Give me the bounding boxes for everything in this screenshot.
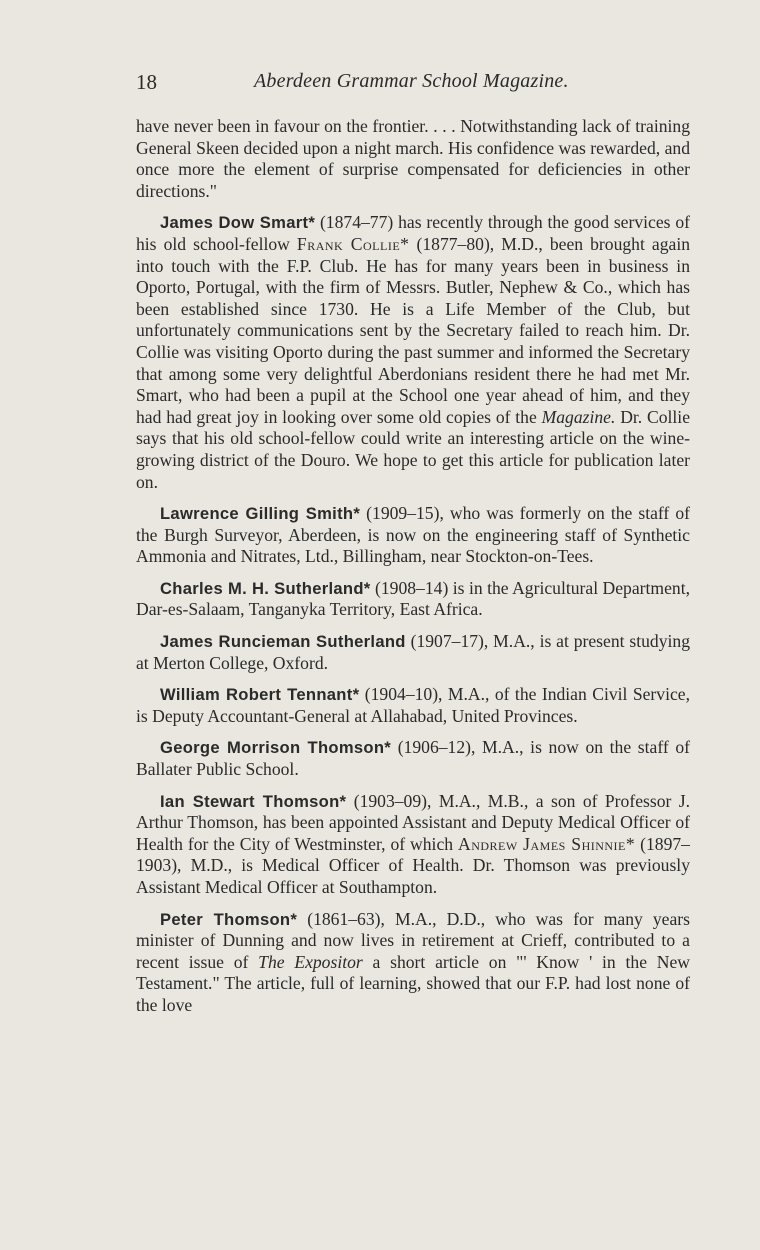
entry-text: (1904–10), M.A., of the Indian Civil Service, is Deputy Accountant-General at Allahabad, United Provinces. bbox=[136, 684, 690, 726]
person-name-smallcaps: Frank Collie* bbox=[296, 233, 410, 254]
paragraph-continuation bbox=[136, 116, 690, 202]
entry-text: (1906–12), M.A., is now on the staff of Ballater Public School. bbox=[136, 737, 691, 780]
entry-ian-stewart-thomson bbox=[136, 791, 690, 899]
running-title: Aberdeen Grammar School Magazine. bbox=[254, 70, 569, 92]
entry-william-robert-tennant bbox=[136, 684, 690, 727]
entry-text: (1897–1903), M.D., is Medical Officer of Health. Dr. Thomson was previously Assistant Medical Officer at Southampton. bbox=[136, 833, 690, 897]
entry-peter-thomson bbox=[136, 909, 690, 1017]
person-name: James Runcieman Sutherland bbox=[160, 632, 406, 652]
page-header bbox=[136, 70, 696, 100]
entry-text: a short article on "' Know ' in the New Testament." The article, full of learning, showed that our F.P. had lost none of the love bbox=[136, 951, 690, 1015]
entry-text: (1907–17), M.A., is at present studying at Merton College, Oxford. bbox=[136, 631, 690, 673]
entry-text: (1861–63), M.A., D.D., who was for many years minister of Dunning and now lives in retirement at Crieff, contributed to a recent issue of bbox=[136, 908, 690, 972]
entry-james-runcieman-sutherland bbox=[136, 631, 690, 674]
entry-george-morrison-thomson bbox=[136, 737, 690, 780]
publication-title: The Expositor bbox=[258, 951, 363, 972]
person-name: Charles M. H. Sutherland* bbox=[160, 578, 371, 598]
person-name-smallcaps: Andrew James Shinnie* bbox=[458, 833, 636, 854]
entry-charles-sutherland bbox=[136, 578, 690, 621]
entry-text: (1909–15), who was formerly on the staff of the Burgh Surveyor, Aberdeen, is now on the engineering staff of Synthetic Ammonia and Nitrates, Ltd., Billingham, near Stockton-on-Tees. bbox=[136, 503, 690, 567]
person-name: George Morrison Thomson* bbox=[160, 738, 392, 758]
entry-james-dow-smart bbox=[136, 212, 690, 493]
entry-lawrence-gilling-smith bbox=[136, 503, 690, 568]
person-name: William Robert Tennant* bbox=[160, 685, 360, 705]
article-body bbox=[136, 116, 690, 1027]
entry-text: (1877–80), M.D., been brought again into touch with the F.P. Club. He has for many years been in business in Oporto, Portugal, with the firm of Messrs. Butler, Nephew & Co., which has been established since 1730. He is a Life Member of the Club, but unfortunately communications sent by the Secretary failed to reach him. Dr. Collie was visiting Oporto during the past summer and informed the Secretary that among some very delightful Aberdonians resident there he had met Mr. Smart, who had been a pupil at the School one year ahead of him, and they had had great joy in looking over some old copies of the bbox=[136, 233, 690, 427]
entry-text: (1874–77) has recently through the good services of his old school-fellow bbox=[136, 212, 690, 254]
publication-title: Magazine. bbox=[541, 406, 616, 427]
page-number: 18 bbox=[136, 70, 157, 94]
paragraph-text: have never been in favour on the frontier. . . . Notwithstanding lack of training General Skeen decided upon a night march. His confidence was rewarded, and once more the element of surprise compensated for deficiencies in other directions." bbox=[136, 116, 690, 201]
entry-text: (1903–09), M.A., M.B., a son of Professor J. Arthur Thomson, has been appointed Assistant and Deputy Medical Officer of Health for the City of Westminster, of which bbox=[136, 790, 691, 854]
entry-text: Dr. Collie says that his old school-fellow could write an interesting article on the wine-growing district of the Douro. We hope to get this article for publication later on. bbox=[136, 406, 691, 492]
entry-text: (1908–14) is in the Agricultural Department, Dar-es-Salaam, Tanganyka Territory, East Africa. bbox=[136, 577, 690, 620]
person-name: Peter Thomson* bbox=[160, 909, 298, 929]
person-name: James Dow Smart* bbox=[160, 213, 316, 233]
person-name: Lawrence Gilling Smith* bbox=[160, 504, 361, 524]
person-name: Ian Stewart Thomson* bbox=[160, 791, 347, 811]
